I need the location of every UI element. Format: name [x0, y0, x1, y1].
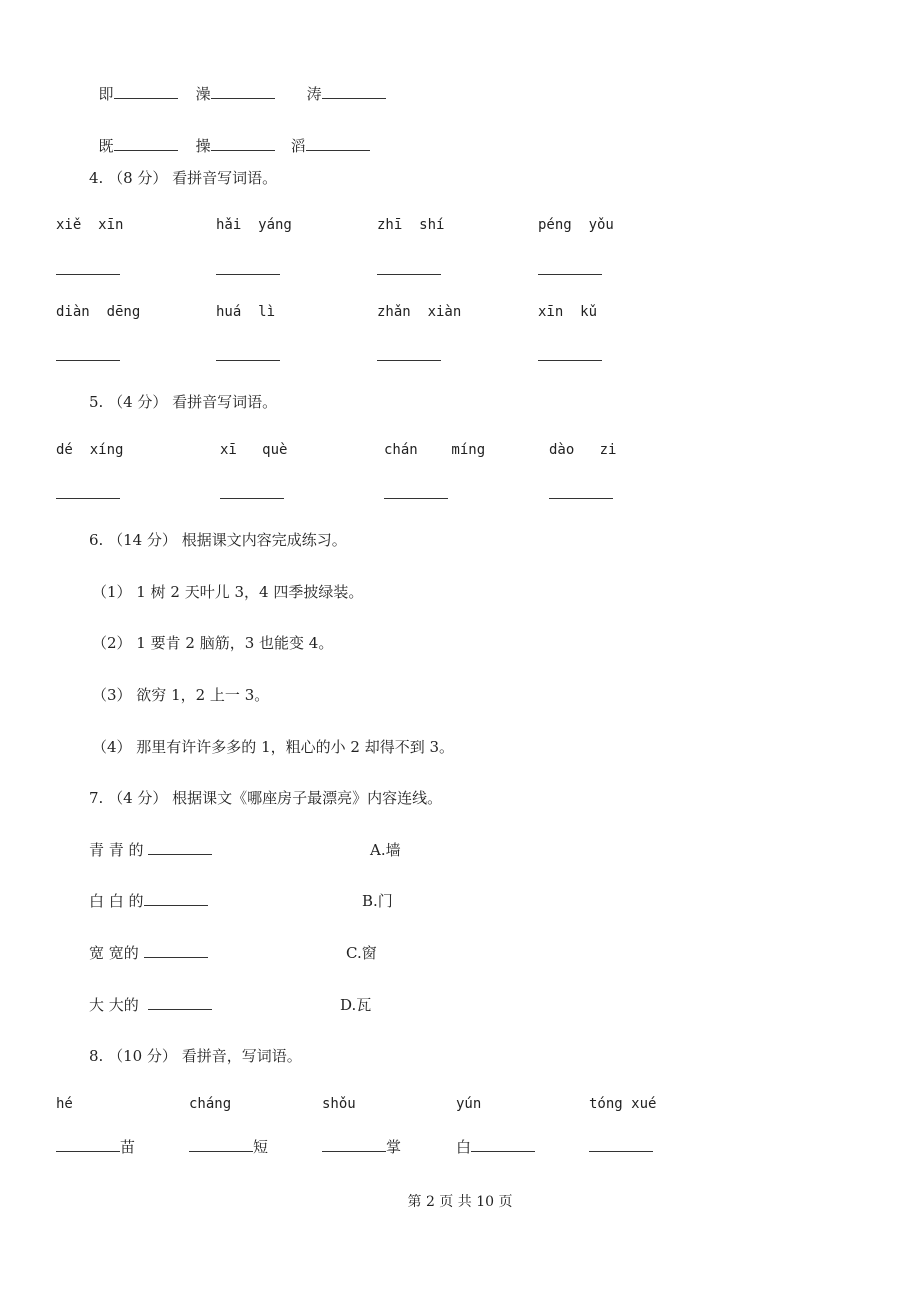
q6-item: （4） 那里有许许多多的 1，粗心的小 2 却得不到 3。: [92, 738, 455, 756]
pinyin-label: xiě xīn: [56, 217, 124, 233]
q3-row-2: [89, 116, 370, 156]
q7-left-item: 青 青 的: [89, 840, 212, 860]
pinyin-label: dé xíng: [56, 442, 124, 458]
answer-blank[interactable]: [377, 346, 441, 366]
q3-char: 涛: [306, 85, 322, 103]
q8-answer: 短: [189, 1137, 268, 1157]
pinyin-label: zhǎn xiàn: [377, 304, 462, 320]
q8-answer: 苗: [56, 1137, 135, 1157]
answer-blank[interactable]: [148, 995, 212, 1010]
q3-row-1: [89, 64, 386, 104]
answer-blank[interactable]: [114, 136, 178, 151]
answer-blank[interactable]: [211, 84, 275, 99]
q7-right-item: A.墙: [370, 841, 401, 859]
answer-blank[interactable]: [211, 136, 275, 151]
answer-blank[interactable]: [148, 840, 212, 855]
q7-right-item: D.瓦: [340, 996, 372, 1014]
q3-char: 操: [195, 137, 211, 155]
pinyin-label: cháng: [189, 1096, 232, 1112]
pinyin-label: péng yǒu: [538, 217, 614, 233]
answer-blank[interactable]: [216, 346, 280, 366]
answer-blank[interactable]: [114, 84, 178, 99]
answer-blank[interactable]: [144, 943, 208, 958]
q6-item: （2） 1 要肯 2 脑筋，3 也能变 4。: [92, 634, 334, 652]
q8-answer: [589, 1137, 653, 1157]
q6-title: 6. （14 分） 根据课文内容完成练习。: [89, 531, 347, 549]
answer-blank[interactable]: [306, 136, 370, 151]
pinyin-label: tóng xué: [589, 1096, 657, 1112]
q3-char: 澡: [195, 85, 211, 103]
q7-left-item: 白 白 的: [89, 891, 208, 911]
pinyin-label: shǒu: [322, 1096, 356, 1112]
q6-item: （1） 1 树 2 天叶儿 3，4 四季披绿装。: [92, 583, 364, 601]
pinyin-label: diàn dēng: [56, 304, 141, 320]
q7-right-item: B.门: [362, 892, 393, 910]
pinyin-label: huá lì: [216, 304, 276, 320]
answer-blank[interactable]: [538, 260, 602, 280]
pinyin-label: xī què: [220, 442, 288, 458]
answer-blank[interactable]: [589, 1137, 653, 1152]
pinyin-label: yún: [456, 1096, 482, 1112]
q3-char: 既: [98, 137, 114, 155]
q4-title: 4. （8 分） 看拼音写词语。: [89, 169, 278, 187]
answer-blank[interactable]: [220, 484, 284, 504]
q7-left-item: 宽 宽的: [89, 943, 208, 963]
answer-blank[interactable]: [56, 260, 120, 280]
q3-char: 即: [98, 85, 114, 103]
answer-blank[interactable]: [538, 346, 602, 366]
q7-title: 7. （4 分） 根据课文《哪座房子最漂亮》内容连线。: [89, 789, 443, 807]
pinyin-label: chán míng: [384, 442, 486, 458]
pinyin-label: xīn kǔ: [538, 304, 598, 320]
q7-right-item: C.窗: [346, 944, 377, 962]
q7-left-item: 大 大的: [89, 995, 212, 1015]
answer-blank[interactable]: [144, 891, 208, 906]
q6-item: （3） 欲穷 1，2 上一 3。: [92, 686, 270, 704]
answer-blank[interactable]: [216, 260, 280, 280]
answer-blank[interactable]: [377, 260, 441, 280]
pinyin-label: dào zi: [549, 442, 617, 458]
answer-blank[interactable]: [189, 1137, 253, 1152]
answer-blank[interactable]: [384, 484, 448, 504]
answer-blank[interactable]: [56, 346, 120, 366]
q3-char: 滔: [290, 137, 306, 155]
answer-blank[interactable]: [322, 84, 386, 99]
page-footer: 第 2 页 共 10 页: [407, 1194, 513, 1210]
answer-blank[interactable]: [549, 484, 613, 504]
answer-blank[interactable]: [56, 484, 120, 504]
answer-blank[interactable]: [471, 1137, 535, 1152]
q5-title: 5. （4 分） 看拼音写词语。: [89, 393, 278, 411]
answer-blank[interactable]: [322, 1137, 386, 1152]
answer-blank[interactable]: [56, 1137, 120, 1152]
q8-title: 8. （10 分） 看拼音，写词语。: [89, 1047, 302, 1065]
q8-answer: 掌: [322, 1137, 401, 1157]
pinyin-label: hǎi yáng: [216, 217, 292, 233]
pinyin-label: zhī shí: [377, 217, 445, 233]
q8-answer: 白: [456, 1137, 535, 1157]
pinyin-label: hé: [56, 1096, 73, 1112]
